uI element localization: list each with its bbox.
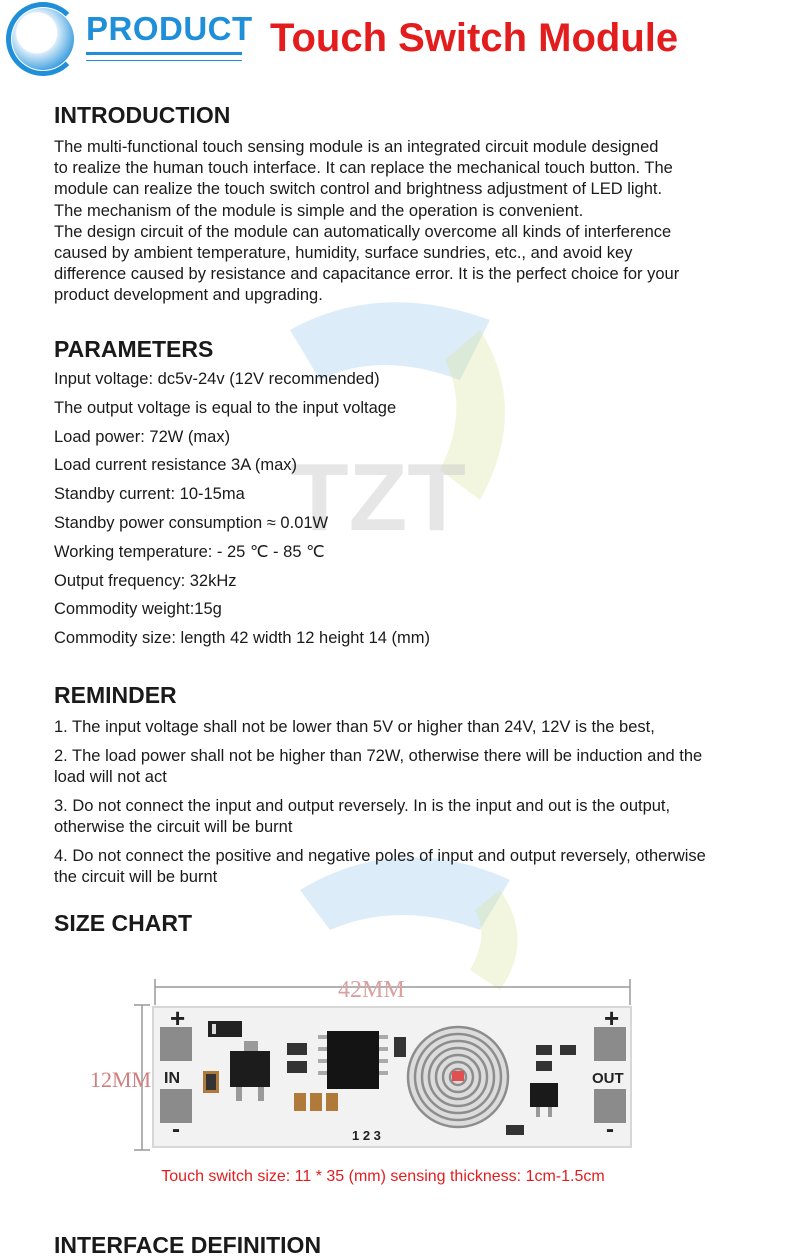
- parameter-item: Load power: 72W (max): [54, 427, 231, 446]
- interface-definition-heading: INTERFACE DEFINITION: [54, 1232, 322, 1258]
- page-header: [0, 0, 800, 90]
- size-chart-section: [54, 910, 744, 937]
- introduction-section: [54, 102, 744, 307]
- intro-line: The design circuit of the module can automatically overcome all kinds of interference: [54, 222, 672, 241]
- parameter-item: Working temperature: - 25 ℃ - 85 ℃: [54, 542, 325, 561]
- in-minus-label: -: [172, 1116, 180, 1143]
- reminder-item: 4. Do not connect the positive and negative poles of input and output reversely, otherwise the circuit will be burnt: [54, 847, 706, 886]
- pcb-illustration: [0, 965, 800, 1195]
- ic-chip: [327, 1031, 379, 1089]
- size-chart-heading: SIZE CHART: [54, 910, 192, 936]
- logo-icon: [12, 8, 74, 70]
- out-plus-label: +: [604, 1003, 620, 1033]
- parameter-item: Load current resistance 3A (max): [54, 456, 298, 475]
- parameter-item: Commodity size: length 42 width 12 height 14 (mm): [54, 629, 431, 648]
- logo-underline-thin: [86, 60, 242, 61]
- parameters-section: [54, 336, 744, 657]
- reminder-heading: REMINDER: [54, 682, 177, 708]
- intro-line: The multi-functional touch sensing module is an integrated circuit module designed: [54, 138, 659, 156]
- logo-underline: [86, 52, 242, 55]
- intro-line: difference caused by resistance and capacitance error. It is the perfect choice for your: [54, 265, 680, 284]
- height-label: 12MM: [90, 1067, 152, 1092]
- introduction-heading: INTRODUCTION: [54, 102, 231, 128]
- in-plus-label: +: [170, 1003, 186, 1033]
- parameter-item: Standby power consumption ≈ 0.01W: [54, 513, 329, 532]
- in-label: IN: [164, 1070, 180, 1087]
- intro-line: product development and upgrading.: [54, 286, 323, 305]
- introduction-body: [54, 137, 744, 307]
- intro-line: to realize the human touch interface. It can replace the mechanical touch button. The: [54, 159, 673, 178]
- parameter-item: Input voltage: dc5v-24v (12V recommended): [54, 370, 380, 388]
- page-title: Touch Switch Module: [270, 16, 679, 60]
- out-label: OUT: [592, 1070, 624, 1087]
- parameter-item: Standby current: 10-15ma: [54, 485, 245, 504]
- reminder-item: 1. The input voltage shall not be lower than 5V or higher than 24V, 12V is the best,: [54, 718, 655, 736]
- out-minus-label: -: [606, 1116, 614, 1143]
- size-chart-caption: Touch switch size: 11 * 35 (mm) sensing thickness: 1cm-1.5cm: [161, 1168, 605, 1185]
- reminder-list: [54, 717, 724, 888]
- watermark-text: TZT: [290, 444, 466, 551]
- reminder-section: [54, 682, 724, 896]
- parameter-item: Output frequency: 32kHz: [54, 571, 237, 590]
- parameter-item: Commodity weight:15g: [54, 600, 222, 619]
- reminder-item: 3. Do not connect the input and output reversely. In is the input and out is the output, otherwise the circuit will be burnt: [54, 797, 671, 836]
- intro-line: module can realize the touch switch control and brightness adjustment of LED light.: [54, 180, 663, 199]
- logo-text: PRODUCT: [86, 10, 253, 47]
- regulator: [230, 1051, 270, 1087]
- parameter-item: The output voltage is equal to the input voltage: [54, 398, 397, 417]
- pcb-diagram: [0, 965, 800, 1195]
- parameters-heading: PARAMETERS: [54, 336, 214, 362]
- pin-labels: 1 2 3: [352, 1128, 381, 1143]
- intro-line: caused by ambient temperature, humidity, surface sundries, etc., and avoid key: [54, 244, 633, 263]
- width-label: 42MM: [338, 977, 405, 1003]
- reminder-item: 2. The load power shall not be higher than 72W, otherwise there will be induction and the load will not act: [54, 747, 703, 786]
- parameters-list: [54, 369, 744, 657]
- intro-line: The mechanism of the module is simple and the operation is convenient.: [54, 201, 584, 220]
